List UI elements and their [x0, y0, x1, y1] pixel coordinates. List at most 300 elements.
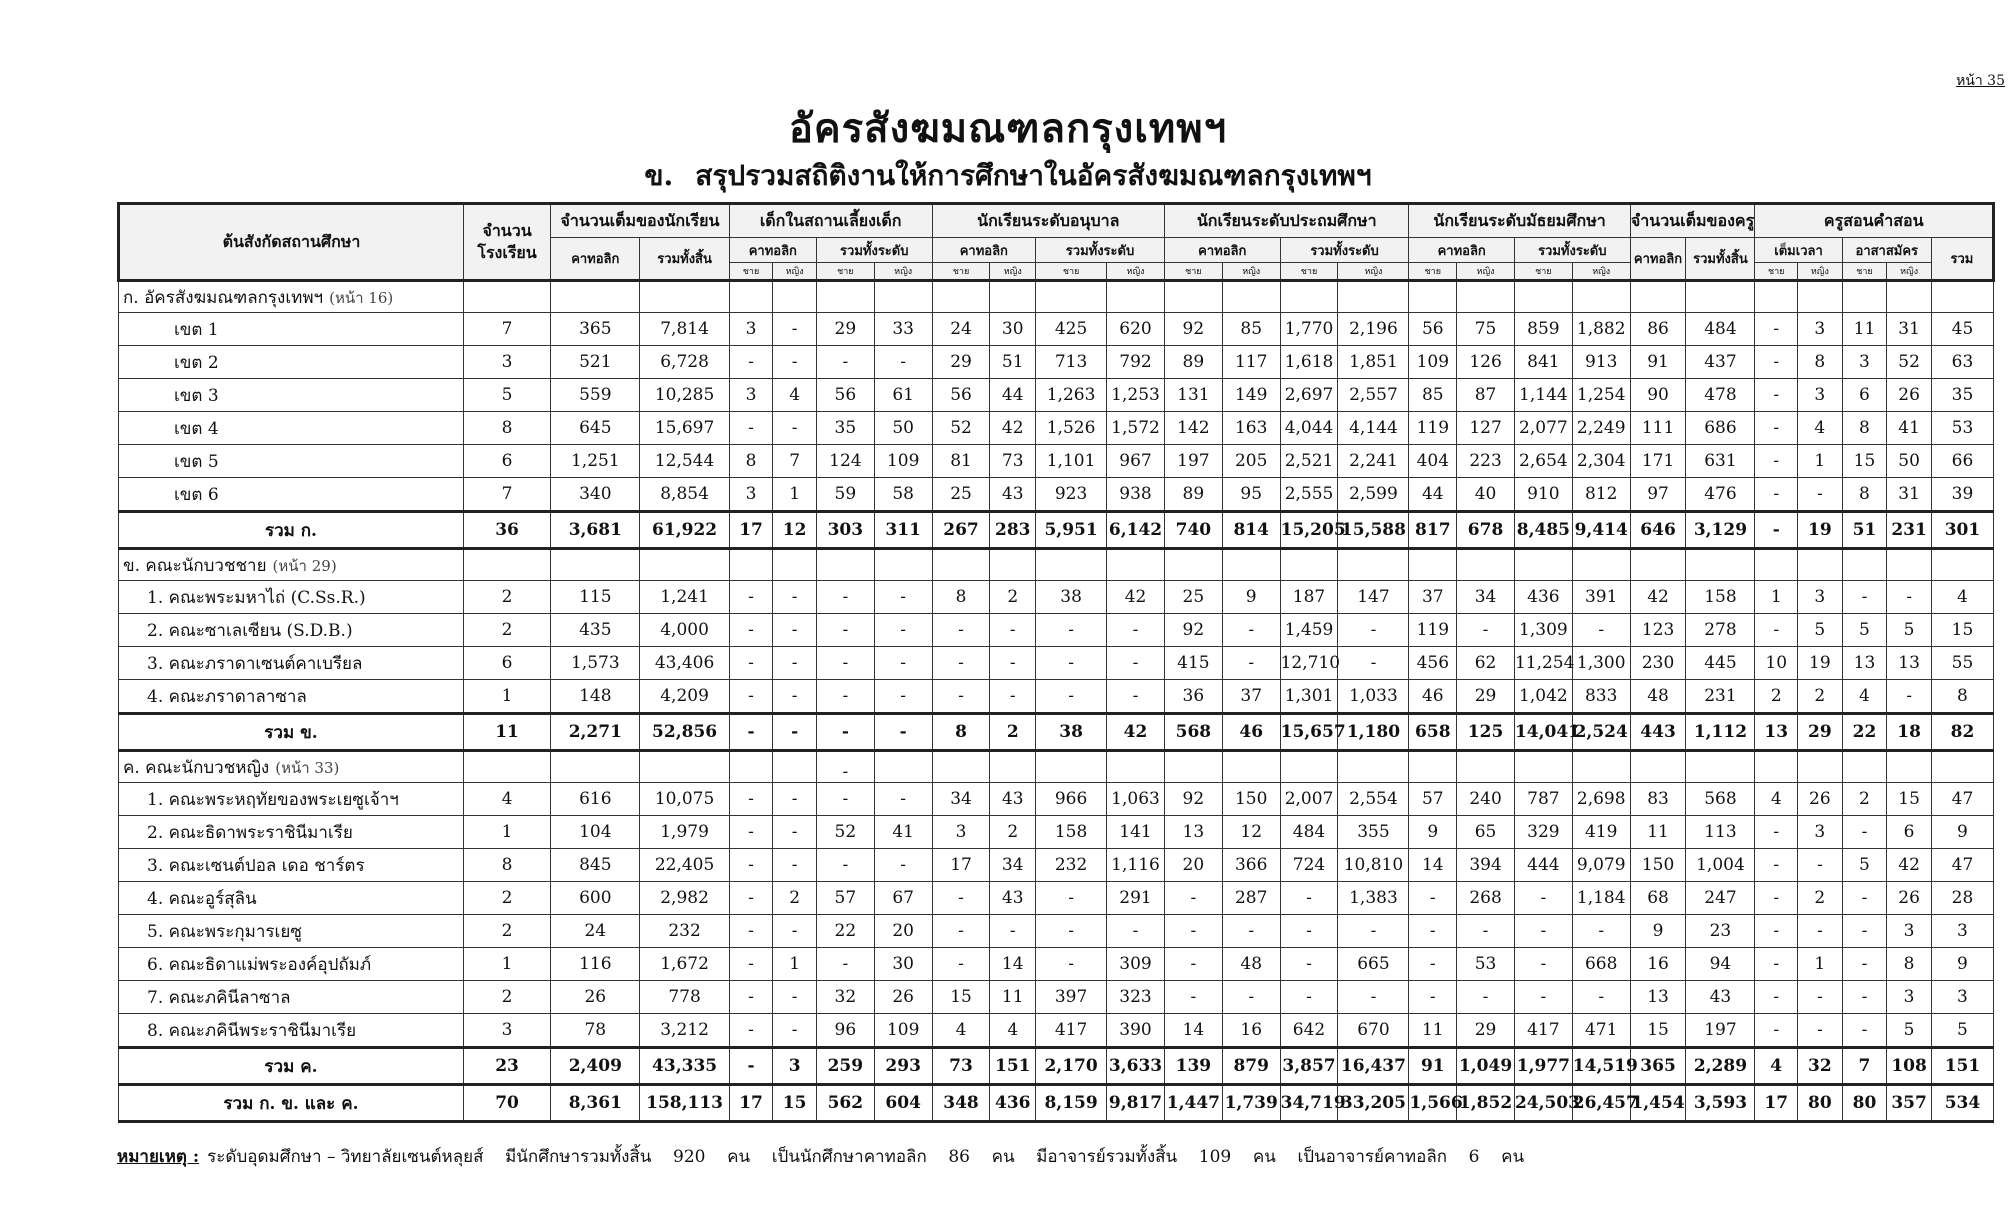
row-label: 3. คณะเซนต์ปอล เดอ ชาร์ตร — [119, 849, 464, 882]
table-cell: 9,817 — [1107, 1085, 1165, 1122]
table-row — [119, 816, 1994, 849]
table-cell: - — [773, 680, 817, 714]
empty-cell — [1686, 549, 1755, 581]
table-cell: 3 — [1887, 981, 1932, 1014]
empty-cell — [1798, 549, 1843, 581]
table-cell: - — [932, 882, 990, 915]
table-cell: 67 — [874, 882, 932, 915]
table-cell: - — [1164, 981, 1222, 1014]
table-cell: 425 — [1036, 313, 1107, 346]
header-male: ชาย — [932, 263, 990, 281]
table-cell: 5 — [1798, 614, 1843, 647]
table-cell: 14,519 — [1572, 1048, 1630, 1085]
table-cell: 19 — [1798, 647, 1843, 680]
table-cell: 124 — [816, 445, 874, 478]
table-cell: 205 — [1222, 445, 1280, 478]
table-cell: 4,209 — [640, 680, 729, 714]
table-cell: 437 — [1686, 346, 1755, 379]
table-cell: 39 — [1931, 478, 1993, 512]
table-cell: 966 — [1036, 783, 1107, 816]
table-cell: 417 — [1514, 1014, 1572, 1048]
table-cell: 26 — [1887, 379, 1932, 412]
table-cell: - — [1164, 948, 1222, 981]
row-label: 2. คณะซาเลเซียน (S.D.B.) — [119, 614, 464, 647]
table-cell: 31 — [1887, 478, 1932, 512]
table-cell: 283 — [990, 512, 1036, 549]
table-cell: 417 — [1036, 1014, 1107, 1048]
table-cell: 267 — [932, 512, 990, 549]
table-cell: 158,113 — [640, 1085, 729, 1122]
table-cell: 90 — [1630, 379, 1686, 412]
table-cell: 26 — [874, 981, 932, 1014]
table-cell: 232 — [1036, 849, 1107, 882]
table-cell: 11 — [1842, 313, 1887, 346]
table-cell: 13 — [1630, 981, 1686, 1014]
table-cell: - — [932, 915, 990, 948]
page-subtitle — [0, 154, 2016, 198]
table-cell: - — [1036, 882, 1107, 915]
table-cell: 1,770 — [1280, 313, 1338, 346]
table-cell: 14 — [1164, 1014, 1222, 1048]
table-cell: 3 — [729, 379, 773, 412]
empty-cell — [1931, 549, 1993, 581]
header-male: ชาย — [1842, 263, 1887, 281]
table-cell: 75 — [1457, 313, 1515, 346]
empty-cell — [1280, 549, 1338, 581]
row-label: เขต 4 — [119, 412, 464, 445]
row-label: เขต 5 — [119, 445, 464, 478]
table-row — [119, 379, 1994, 412]
empty-cell — [1036, 549, 1107, 581]
table-cell: 1,254 — [1572, 379, 1630, 412]
table-cell: 562 — [816, 1085, 874, 1122]
table-cell: - — [816, 849, 874, 882]
table-cell: 89 — [1164, 346, 1222, 379]
table-cell: 309 — [1107, 948, 1165, 981]
table-cell: 6 — [463, 647, 550, 680]
header-students-catholic: คาทอลิก — [551, 238, 640, 281]
table-cell: 73 — [932, 1048, 990, 1085]
table-cell: 323 — [1107, 981, 1165, 1014]
table-cell: 43,406 — [640, 647, 729, 680]
empty-cell — [640, 549, 729, 581]
table-cell: 6,728 — [640, 346, 729, 379]
table-cell: - — [1036, 915, 1107, 948]
header-female: หญิง — [773, 263, 817, 281]
table-cell: 12 — [773, 512, 817, 549]
table-cell: 4 — [463, 783, 550, 816]
table-cell: - — [1514, 915, 1572, 948]
table-cell: 8 — [1931, 680, 1993, 714]
table-cell: 44 — [990, 379, 1036, 412]
page-number: หน้า 35 — [1956, 73, 2005, 89]
table-cell: - — [1107, 614, 1165, 647]
table-cell: 5 — [1887, 614, 1932, 647]
header-primary-all: รวมทั้งระดับ — [1280, 238, 1409, 263]
table-cell: 1,618 — [1280, 346, 1338, 379]
table-cell: - — [1409, 948, 1457, 981]
row-label: เขต 1 — [119, 313, 464, 346]
table-cell: - — [816, 714, 874, 751]
table-cell: 1,459 — [1280, 614, 1338, 647]
row-label: รวม ข. — [119, 714, 464, 751]
header-catechists: ครูสอนคำสอน — [1755, 204, 1994, 238]
table-cell: - — [1755, 412, 1798, 445]
section-title-text: ค. คณะนักบวชหญิง — [123, 757, 270, 778]
table-cell: 3 — [729, 478, 773, 512]
table-cell: 42 — [1630, 581, 1686, 614]
table-cell: - — [1755, 849, 1798, 882]
table-cell: 131 — [1164, 379, 1222, 412]
table-row — [119, 614, 1994, 647]
table-cell: - — [729, 915, 773, 948]
table-cell: 1,184 — [1572, 882, 1630, 915]
table-cell: 17 — [932, 849, 990, 882]
table-cell: - — [1457, 614, 1515, 647]
table-cell: 604 — [874, 1085, 932, 1122]
table-cell: 938 — [1107, 478, 1165, 512]
table-cell: 3,857 — [1280, 1048, 1338, 1085]
table-cell: 48 — [1222, 948, 1280, 981]
table-cell: 45 — [1931, 313, 1993, 346]
table-cell: 678 — [1457, 512, 1515, 549]
table-cell: 13 — [1842, 647, 1887, 680]
table-cell: - — [816, 346, 874, 379]
row-label: 2. คณะธิดาพระราชินีมาเรีย — [119, 816, 464, 849]
table-cell: 2,521 — [1280, 445, 1338, 478]
section-title — [119, 751, 464, 783]
header-female: หญิง — [990, 263, 1036, 281]
empty-cell — [1338, 281, 1409, 313]
table-cell: 8,361 — [551, 1085, 640, 1122]
table-row — [119, 581, 1994, 614]
table-cell: 36 — [1164, 680, 1222, 714]
table-cell: 2 — [1755, 680, 1798, 714]
table-cell: 7 — [463, 313, 550, 346]
empty-cell — [1887, 751, 1932, 783]
table-cell: 8 — [1842, 412, 1887, 445]
empty-cell — [729, 549, 773, 581]
table-cell: 56 — [816, 379, 874, 412]
table-cell: 11,254 — [1514, 647, 1572, 680]
table-cell: - — [1755, 816, 1798, 849]
section-title-text: ข. คณะนักบวชชาย — [123, 555, 267, 576]
header-primary: นักเรียนระดับประถมศึกษา — [1164, 204, 1409, 238]
table-header — [119, 204, 1994, 281]
table-cell: - — [1755, 614, 1798, 647]
table-cell: 92 — [1164, 313, 1222, 346]
table-cell: 9 — [1630, 915, 1686, 948]
row-label: 5. คณะพระกุมารเยซู — [119, 915, 464, 948]
section-title — [119, 281, 464, 313]
table-cell: 5 — [463, 379, 550, 412]
table-cell: 43 — [990, 882, 1036, 915]
table-cell: 81 — [932, 445, 990, 478]
table-cell: 3 — [1798, 379, 1843, 412]
empty-cell — [1338, 549, 1409, 581]
table-cell: 3 — [1798, 816, 1843, 849]
table-cell: 29 — [1457, 1014, 1515, 1048]
table-cell: 223 — [1457, 445, 1515, 478]
header-students-total: จำนวนเต็มของนักเรียน — [551, 204, 730, 238]
table-cell: - — [816, 948, 874, 981]
table-cell: 10,285 — [640, 379, 729, 412]
table-cell: 8 — [932, 714, 990, 751]
section-title — [119, 549, 464, 581]
table-cell: - — [729, 1014, 773, 1048]
table-cell: 232 — [640, 915, 729, 948]
table-cell: 151 — [1931, 1048, 1993, 1085]
table-cell: 17 — [729, 1085, 773, 1122]
table-cell: 1 — [1755, 581, 1798, 614]
table-cell: - — [773, 346, 817, 379]
empty-cell — [551, 751, 640, 783]
table-cell: 2,654 — [1514, 445, 1572, 478]
empty-cell — [1222, 281, 1280, 313]
empty-cell — [1887, 549, 1932, 581]
table-cell: - — [1798, 849, 1843, 882]
table-cell: 15 — [1887, 783, 1932, 816]
table-cell: 42 — [1887, 849, 1932, 882]
empty-cell — [1164, 751, 1222, 783]
header-male: ชาย — [1280, 263, 1338, 281]
subtitle-prefix: ข. — [644, 159, 674, 192]
table-cell: 10 — [1755, 647, 1798, 680]
table-cell: 1,033 — [1338, 680, 1409, 714]
empty-cell — [990, 549, 1036, 581]
table-cell: 231 — [1686, 680, 1755, 714]
table-cell: - — [1514, 948, 1572, 981]
table-cell: - — [1755, 346, 1798, 379]
table-row — [119, 680, 1994, 714]
table-cell: 53 — [1457, 948, 1515, 981]
table-cell: 10,075 — [640, 783, 729, 816]
table-cell: 1,112 — [1686, 714, 1755, 751]
footnote-text: ระดับอุดมศึกษา – วิทยาลัยเซนต์หลุยส์ มีนักศึกษารวมทั้งสิ้น 920 คน เป็นนักศึกษาคาทอลิก 86 คน มีอาจารย์รวมทั้งสิ้น 109 คน เป็นอาจารย์คาทอลิก 6 คน — [207, 1147, 1525, 1167]
header-full-time: เต็มเวลา — [1755, 238, 1842, 263]
table-cell: 859 — [1514, 313, 1572, 346]
table-cell: - — [1280, 981, 1338, 1014]
empty-cell — [1630, 281, 1686, 313]
table-cell: 642 — [1280, 1014, 1338, 1048]
table-cell: 833 — [1572, 680, 1630, 714]
empty-cell — [1409, 549, 1457, 581]
table-cell: - — [773, 783, 817, 816]
table-cell: - — [729, 680, 773, 714]
empty-cell — [1842, 281, 1887, 313]
table-row — [119, 445, 1994, 478]
header-orphanage-catholic: คาทอลิก — [729, 238, 816, 263]
table-cell: 390 — [1107, 1014, 1165, 1048]
table-cell: 16 — [1630, 948, 1686, 981]
table-cell: 665 — [1338, 948, 1409, 981]
header-female: หญิง — [1222, 263, 1280, 281]
table-cell: - — [1842, 816, 1887, 849]
table-cell: - — [1338, 614, 1409, 647]
table-cell: 52 — [1887, 346, 1932, 379]
empty-cell — [1222, 751, 1280, 783]
table-cell: 18 — [1887, 714, 1932, 751]
table-cell: 43,335 — [640, 1048, 729, 1085]
table-cell: 34 — [932, 783, 990, 816]
empty-cell — [1755, 549, 1798, 581]
table-cell: 5 — [1931, 1014, 1993, 1048]
table-cell: 14,041 — [1514, 714, 1572, 751]
empty-cell — [932, 549, 990, 581]
table-cell: 73 — [990, 445, 1036, 478]
table-cell: 247 — [1686, 882, 1755, 915]
empty-cell — [1755, 281, 1798, 313]
table-cell: 240 — [1457, 783, 1515, 816]
empty-cell — [729, 751, 773, 783]
table-cell: 2 — [773, 882, 817, 915]
table-body — [119, 281, 1994, 1122]
table-cell: 5 — [1842, 849, 1887, 882]
table-cell: 8 — [1887, 948, 1932, 981]
table-cell: 33 — [874, 313, 932, 346]
table-cell: 879 — [1222, 1048, 1280, 1085]
empty-cell — [1686, 751, 1755, 783]
table-cell: 303 — [816, 512, 874, 549]
table-cell: 348 — [932, 1085, 990, 1122]
footnote-label: หมายเหตุ : — [117, 1147, 200, 1167]
table-cell: 1,144 — [1514, 379, 1572, 412]
row-label: เขต 2 — [119, 346, 464, 379]
table-cell: 778 — [640, 981, 729, 1014]
table-cell: 26 — [551, 981, 640, 1014]
empty-cell — [773, 281, 817, 313]
table-cell: 2 — [1798, 882, 1843, 915]
empty-cell — [1164, 281, 1222, 313]
table-cell: 4 — [1755, 1048, 1798, 1085]
table-cell: 3,593 — [1686, 1085, 1755, 1122]
empty-cell — [1630, 751, 1686, 783]
table-cell: 436 — [1514, 581, 1572, 614]
table-cell: 2 — [990, 714, 1036, 751]
table-cell: - — [773, 647, 817, 680]
table-cell: 83 — [1630, 783, 1686, 816]
table-cell: 293 — [874, 1048, 932, 1085]
table-cell: - — [729, 581, 773, 614]
header-kindergarten: นักเรียนระดับอนุบาล — [932, 204, 1164, 238]
table-cell: 187 — [1280, 581, 1338, 614]
table-cell: 8,854 — [640, 478, 729, 512]
table-cell: 163 — [1222, 412, 1280, 445]
table-cell: 645 — [551, 412, 640, 445]
table-cell: 355 — [1338, 816, 1409, 849]
table-cell: 4,000 — [640, 614, 729, 647]
table-cell: 471 — [1572, 1014, 1630, 1048]
table-cell: 2 — [1842, 783, 1887, 816]
table-cell: 34 — [990, 849, 1036, 882]
table-cell: 5 — [1887, 1014, 1932, 1048]
empty-cell — [990, 281, 1036, 313]
table-cell: 7 — [773, 445, 817, 478]
table-cell: 14 — [1409, 849, 1457, 882]
table-cell: - — [1755, 981, 1798, 1014]
table-cell: 32 — [816, 981, 874, 1014]
empty-cell — [990, 751, 1036, 783]
empty-cell — [551, 281, 640, 313]
section-header-row — [119, 549, 1994, 581]
table-cell: 4,144 — [1338, 412, 1409, 445]
table-cell: 25 — [932, 478, 990, 512]
empty-cell — [773, 751, 817, 783]
table-cell: 2,289 — [1686, 1048, 1755, 1085]
table-row — [119, 849, 1994, 882]
table-cell: 158 — [1686, 581, 1755, 614]
table-cell: - — [1755, 1014, 1798, 1048]
table-cell: 1 — [463, 680, 550, 714]
table-cell: 1,042 — [1514, 680, 1572, 714]
table-cell: - — [816, 614, 874, 647]
empty-cell — [1842, 751, 1887, 783]
table-cell: - — [990, 680, 1036, 714]
table-cell: 48 — [1630, 680, 1686, 714]
table-cell: 845 — [551, 849, 640, 882]
table-cell: 50 — [1887, 445, 1932, 478]
table-cell: 17 — [1755, 1085, 1798, 1122]
table-cell: 8,159 — [1036, 1085, 1107, 1122]
section-page-ref: (หน้า 16) — [329, 288, 394, 307]
empty-cell — [1107, 549, 1165, 581]
table-cell: 15 — [773, 1085, 817, 1122]
table-cell: 268 — [1457, 882, 1515, 915]
table-cell: 86 — [1630, 313, 1686, 346]
table-cell: - — [729, 346, 773, 379]
subtitle-text: สรุปรวมสถิติงานให้การศึกษาในอัครสังฆมณฑลกรุงเทพฯ — [695, 159, 1372, 192]
table-cell: 3 — [463, 1014, 550, 1048]
table-row — [119, 948, 1994, 981]
table-cell: 2 — [463, 882, 550, 915]
table-cell: 5 — [1842, 614, 1887, 647]
table-cell: - — [1887, 581, 1932, 614]
empty-cell — [1107, 281, 1165, 313]
table-cell: - — [729, 1048, 773, 1085]
table-cell: - — [1798, 478, 1843, 512]
table-cell: 559 — [551, 379, 640, 412]
table-cell: 4 — [1842, 680, 1887, 714]
table-cell: - — [874, 849, 932, 882]
table-cell: 35 — [1931, 379, 1993, 412]
empty-cell — [1280, 281, 1338, 313]
table-cell: 9 — [1409, 816, 1457, 849]
table-cell: 113 — [1686, 816, 1755, 849]
table-cell: 259 — [816, 1048, 874, 1085]
table-cell: 910 — [1514, 478, 1572, 512]
table-cell: 22 — [816, 915, 874, 948]
empty-cell — [640, 751, 729, 783]
subtotal-row — [119, 512, 1994, 549]
empty-cell — [1457, 751, 1515, 783]
table-cell: 30 — [990, 313, 1036, 346]
table-cell: 15 — [1630, 1014, 1686, 1048]
table-cell: 28 — [1931, 882, 1993, 915]
table-cell: - — [1338, 915, 1409, 948]
table-cell: 37 — [1222, 680, 1280, 714]
header-kindergarten-all: รวมทั้งระดับ — [1036, 238, 1165, 263]
table-cell: 29 — [1457, 680, 1515, 714]
table-cell: 65 — [1457, 816, 1515, 849]
table-cell: 30 — [874, 948, 932, 981]
table-cell: - — [932, 614, 990, 647]
empty-cell — [932, 751, 990, 783]
table-cell: 366 — [1222, 849, 1280, 882]
table-cell: 46 — [1222, 714, 1280, 751]
table-cell: 631 — [1686, 445, 1755, 478]
table-cell: 2,241 — [1338, 445, 1409, 478]
table-cell: 278 — [1686, 614, 1755, 647]
